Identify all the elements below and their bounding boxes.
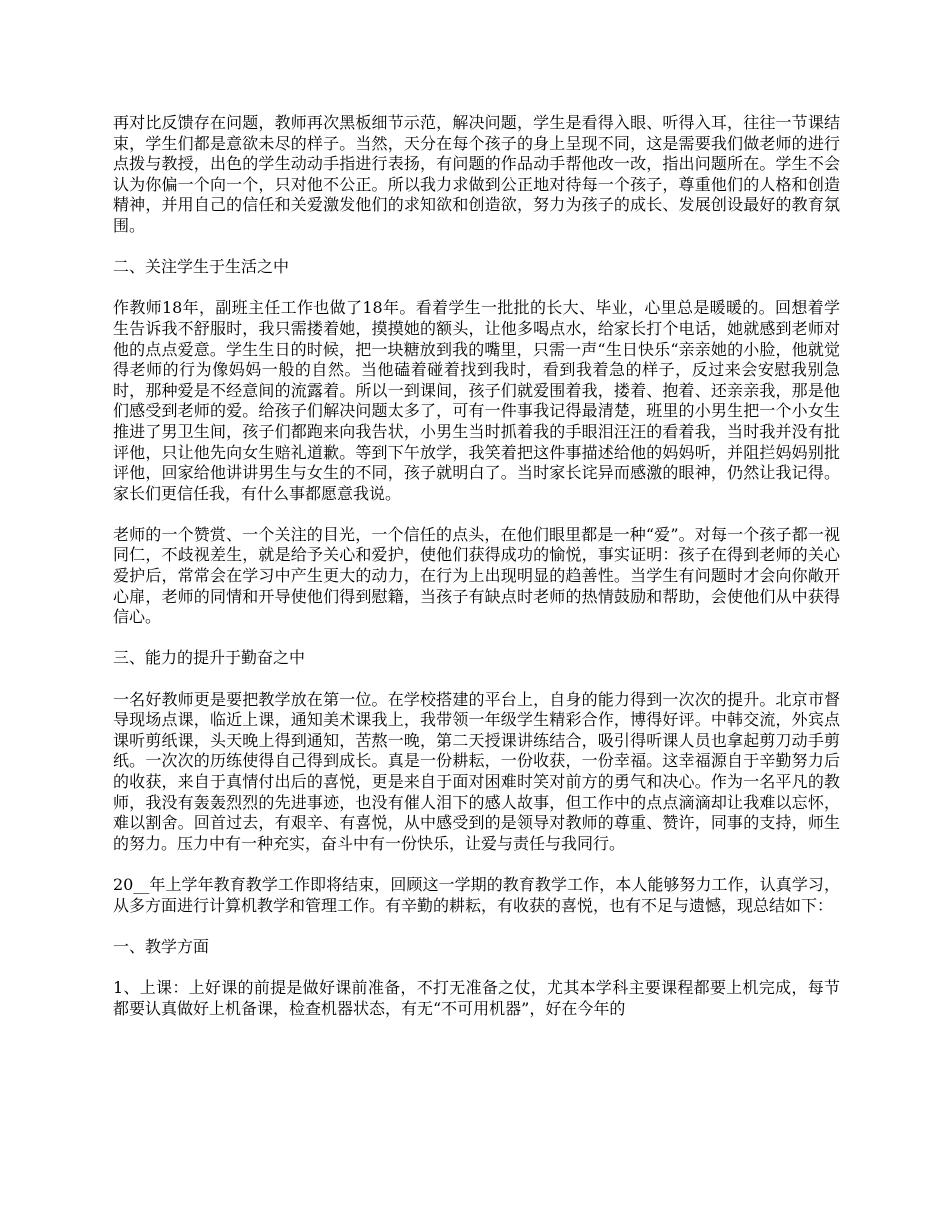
paragraph-teacher-love: 老师的一个赞赏、一个关注的目光，一个信任的点头，在他们眼里都是一种“爱”。对每一个孩子都一视同仁，不歧视差生，就是给予关心和爱护，使他们获得成功的愉悦，事实证明：孩子在得到老师的关心爱护后，常常会在学习中产生更大的动力，在行为上出现明显的趋善性。当学生有问题时才会向你敞开心扉，老师的同情和开导使他们得到慰籍，当孩子有缺点时老师的热情鼓励和帮助，会使他们从中获得信心。: [113, 524, 840, 627]
section-heading-care-life: 二、关注学生于生活之中: [113, 257, 290, 277]
paragraph-class-preparation: 1、上课：上好课的前提是做好课前准备，不打无准备之仗，尤其本学科主要课程都要上机完成，每节都要认真做好上机备课，检查机器状态，有无“不可用机器”，好在今年的: [113, 977, 840, 1018]
paragraph-teaching-feedback: 再对比反馈存在问题，教师再次黑板细节示范，解决问题，学生是看得入眼、听得入耳，往往一节课结束，学生们都是意欲未尽的样子。当然，天分在每个孩子的身上呈现不同，这是需要我们做老师的进行点拨与教授，出色的学生动动手指进行表扬，有问题的作品动手帮他改一改，指出问题所在。学生不会认为你偏一个向一个，只对他不公正。所以我力求做到公正地对待每一个孩子，尊重他们的人格和创造精神，并用自己的信任和关爱激发他们的求知欲和创造欲，努力为孩子的成长、发展创设最好的教育氛围。: [113, 113, 840, 235]
paragraph-semester-summary: 20__年上学年教育教学工作即将结束，回顾这一学期的教育教学工作，本人能够努力工作，认真学习，从多方面进行计算机教学和管理工作。有辛勤的耕耘，有收获的喜悦，也有不足与遗憾，现总结如下：: [113, 874, 840, 915]
paragraph-good-teacher: 一名好教师更是要把教学放在第一位。在学校搭建的平台上，自身的能力得到一次次的提升。北京市督导现场点课，临近上课，通知美术课我上，我带领一年级学生精彩合作，博得好评。中韩交流，外宾点课听剪纸课，头天晚上得到通知，苦熬一晚，第二天授课讲练结合，吸引得听课人员也拿起剪刀动手剪纸。一次次的历练使得自己得到成长。真是一份耕耘，一份收获，一份幸福。这幸福源自于辛勤努力后的收获，来自于真情付出后的喜悦，更是来自于面对困难时笑对前方的勇气和决心。作为一名平凡的教师，我没有轰轰烈烈的先进事迹，也没有催人泪下的感人故事，但工作中的点点滴滴却让我难以忘怀，难以割舍。回首过去，有艰辛、有喜悦，从中感受到的是领导对教师的尊重、赞许，同事的支持，师生的努力。压力中有一种充实，奋斗中有一份快乐，让爱与责任与我同行。: [113, 689, 840, 853]
section-heading-ability: 三、能力的提升于勤奋之中: [113, 648, 306, 668]
section-heading-teaching: 一、教学方面: [113, 936, 210, 956]
document-page: [113, 113, 840, 1040]
paragraph-18-years: 作教师18年，副班主任工作也做了18年。看着学生一批批的长大、毕业，心里总是暖暖的。回想着学生告诉我不舒服时，我只需搂着她，摸摸她的额头，让他多喝点水，给家长打个电话，她就感到老师对他的点点爱意。学生生日的时候，把一块糖放到我的嘴里，只需一声“生日快乐“亲亲她的小脸，他就觉得老师的行为像妈妈一般的自然。当他磕着碰着找到我时，看到我着急的样子，反过来会安慰我别急时，那种爱是不经意间的流露着。所以一到课间，孩子们就爱围着我，搂着、抱着、还亲亲我，那是他们感受到老师的爱。给孩子们解决问题太多了，可有一件事我记得最清楚，班里的小男生把一个小女生推进了男卫生间，孩子们都跑来向我告状，小男生当时抓着我的手眼泪汪汪的看着我，当时我并没有批评他，只让他先向女生赔礼道歉。等到下午放学，我笑着把这件事描述给他的妈妈听，并阻拦妈妈别批评他，回家给他讲讲男生与女生的不同，孩子就明白了。当时家长诧异而感激的眼神，仍然让我记得。家长们更信任我，有什么事都愿意我说。: [113, 298, 840, 503]
